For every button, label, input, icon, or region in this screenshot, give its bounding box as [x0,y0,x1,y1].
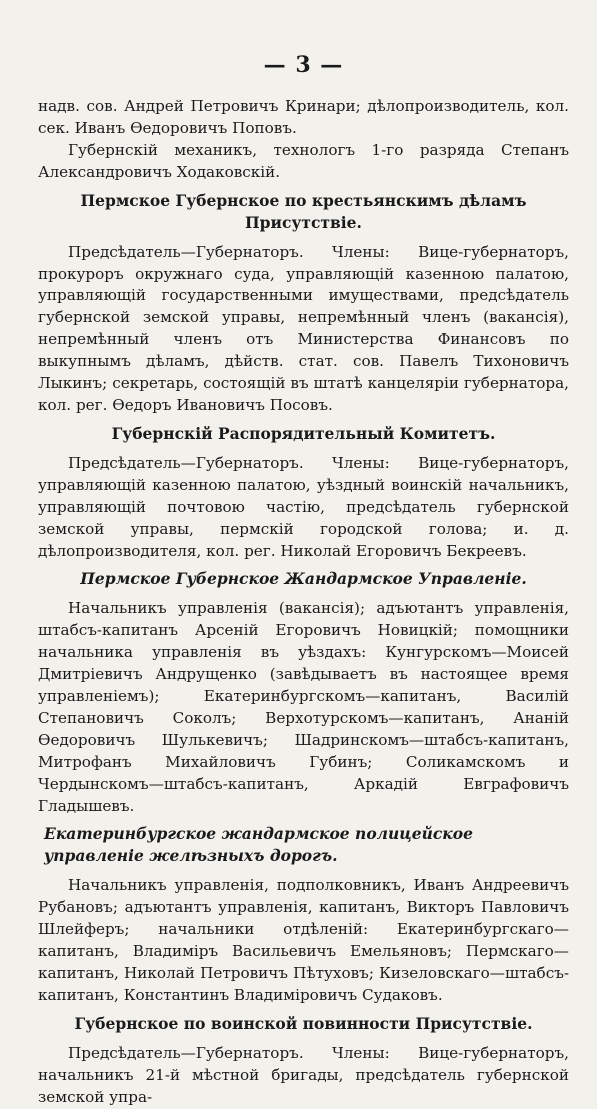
paragraph-executive-committee: Предсѣдатель—Губернаторъ. Члены: Вице-губернаторъ, управляющій казенною палатою, уѣздный воинскій начальникъ, управляющій почтовою частію, предсѣдатель губернской земской управы, пермскій городской голова; и. д. дѣлопроизводителя, кол. рег. Николай Егоровичъ Бекреевъ. [38,453,569,560]
paragraph-peasant-affairs: Предсѣдатель—Губернаторъ. Члены: Вице-губернаторъ, прокуроръ окружнаго суда, управляющій казенною палатою, управляющій государственными имуществами, предсѣдатель губернской земской управы, непремѣнный членъ (вакансія), непремѣнный членъ отъ Министерства Финансовъ по выкупнымъ дѣламъ, дѣйств. стат. сов. Павелъ Тихоновичъ Лыкинъ; секретарь, состоящій въ штатѣ канцеляріи губернатора, кол. рег. Ѳедоръ Ивановичъ Посовъ. [38,242,569,414]
paragraph-railway-gendarme: Начальникъ управленія, подполковникъ, Иванъ Андреевичъ Рубановъ; адъютантъ управленія, капитанъ, Викторъ Павловичъ Шлейферъ; начальники отдѣленій: Екатеринбургскаго—капитанъ, Владиміръ Васильевичъ Емельяновъ; Пермскаго—капитанъ, Николай Петровичъ Пѣтуховъ; Кизеловскаго—штабсъ-капитанъ, Константинъ Владиміровичъ Судаковъ. [38,876,569,1004]
section-heading-peasant-affairs: Пермское Губернское по крестьянскимъ дѣламъ Присутствіе. [80,190,527,232]
intro-paragraph-1: надв. сов. Андрей Петровичъ Кринари; дѣлопроизводитель, кол. сек. Иванъ Ѳедоровичъ Поповъ. [38,97,569,137]
paragraph-gendarme-administration: Начальникъ управленія (вакансія); адъютантъ управленія, штабсъ-капитанъ Арсеній Егоровичъ Новицкій; помощники начальника управленія въ уѣздахъ: Кунгурскомъ—Моисей Дмитріевичъ Андрущенко (завѣдываетъ въ настоящее время управленіемъ); Екатеринбургскомъ—капитанъ, Василій Степановичъ Соколъ; Верхотурскомъ—капитанъ, Ананій Ѳедоровичъ Шулькевичъ; Шадринскомъ—штабсъ-капитанъ, Митрофанъ Михайловичъ Губинъ; Соликамскомъ и Чердынскомъ—штабсъ-капитанъ, Аркадій Евграфовичъ Гладышевъ. [38,599,569,815]
section-heading-military-service: Губернское по воинской повинности Присутствіе. [74,1013,533,1033]
paragraph-military-service: Предсѣдатель—Губернаторъ. Члены: Вице-губернаторъ, начальникъ 21-й мѣстной бригады, предсѣдатель губернской земской упра- [38,1043,569,1106]
section-heading-railway-gendarme: Екатеринбургское жандармское полицейское управленіе желѣзныхъ дорогъ. [44,824,473,866]
section-heading-executive-committee: Губернскій Распорядительный Комитетъ. [111,423,496,443]
section-heading-gendarme-administration: Пермское Губернское Жандармское Управленіе. [80,569,527,589]
page-number: — 3 — [263,52,344,78]
intro-paragraph-2: Губернскій механикъ, технологъ 1-го разряда Степанъ Александровичъ Ходаковскій. [38,140,569,181]
